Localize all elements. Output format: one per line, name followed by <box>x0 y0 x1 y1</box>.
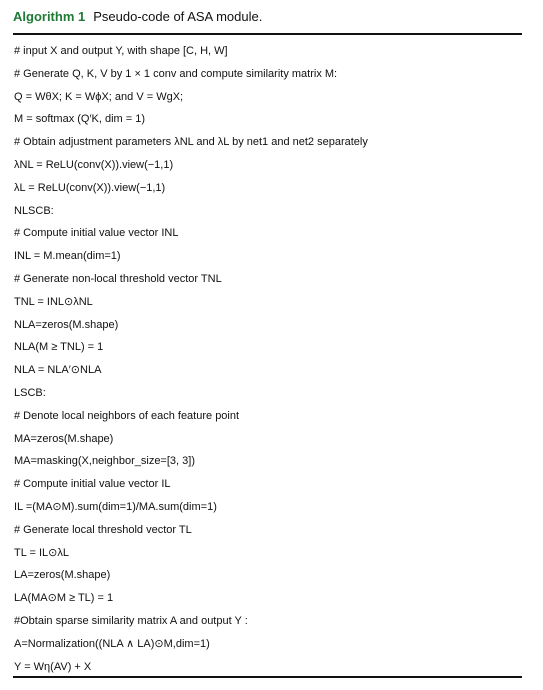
code-line: # Denote local neighbors of each feature point <box>14 409 240 422</box>
code-line: λL = ReLU(conv(X)).view(−1,1) <box>14 181 166 194</box>
code-line: # Generate local threshold vector TL <box>14 523 192 536</box>
section-label-nlscb: NLSCB: <box>14 204 54 217</box>
code-line: λNL = ReLU(conv(X)).view(−1,1) <box>14 158 174 171</box>
code-line: MA=masking(X,neighbor_size=[3, 3]) <box>14 455 195 468</box>
code-line: MA=zeros(M.shape) <box>14 432 114 445</box>
top-rule <box>13 33 522 35</box>
code-line: # Generate non-local threshold vector TNL <box>14 272 222 285</box>
code-line: LA(MA⊙M ≥ TL) = 1 <box>14 592 114 605</box>
code-line: # Compute initial value vector IL <box>14 478 171 491</box>
code-line: TL = IL⊙λL <box>14 546 69 559</box>
algorithm-label: Algorithm 1 <box>13 9 86 24</box>
code-line: # Obtain adjustment parameters λNL and λL by net1 and net2 separately <box>14 136 368 149</box>
code-line: Y = Wη(AV) + X <box>14 660 92 673</box>
bottom-rule <box>13 676 522 678</box>
code-line: # Generate Q, K, V by 1 × 1 conv and compute similarity matrix M: <box>14 67 338 80</box>
code-line: NLA=zeros(M.shape) <box>14 318 119 331</box>
algorithm-title: Pseudo-code of ASA module. <box>93 9 263 24</box>
algorithm-caption <box>13 9 262 24</box>
code-line: NLA = NLA′⊙NLA <box>14 364 102 377</box>
code-line: INL = M.mean(dim=1) <box>14 250 121 263</box>
code-line: TNL = INL⊙λNL <box>14 295 93 308</box>
code-line: A=Normalization((NLA ∧ LA)⊙M,dim=1) <box>14 637 210 650</box>
code-line: IL =(MA⊙M).sum(dim=1)/MA.sum(dim=1) <box>14 500 217 513</box>
code-line: LA=zeros(M.shape) <box>14 569 111 582</box>
section-label-lscb: LSCB: <box>14 386 46 399</box>
code-line: NLA(M ≥ TNL) = 1 <box>14 341 104 354</box>
code-line: #Obtain sparse similarity matrix A and output Y : <box>14 614 248 627</box>
code-line: # input X and output Y, with shape [C, H, W] <box>14 45 228 57</box>
code-line: Q = WθX; K = WϕX; and V = WgX; <box>14 90 184 103</box>
code-line: # Compute initial value vector INL <box>14 227 179 240</box>
pseudo-code-block <box>14 40 522 678</box>
code-line: M = softmax (Q′K, dim = 1) <box>14 113 146 126</box>
